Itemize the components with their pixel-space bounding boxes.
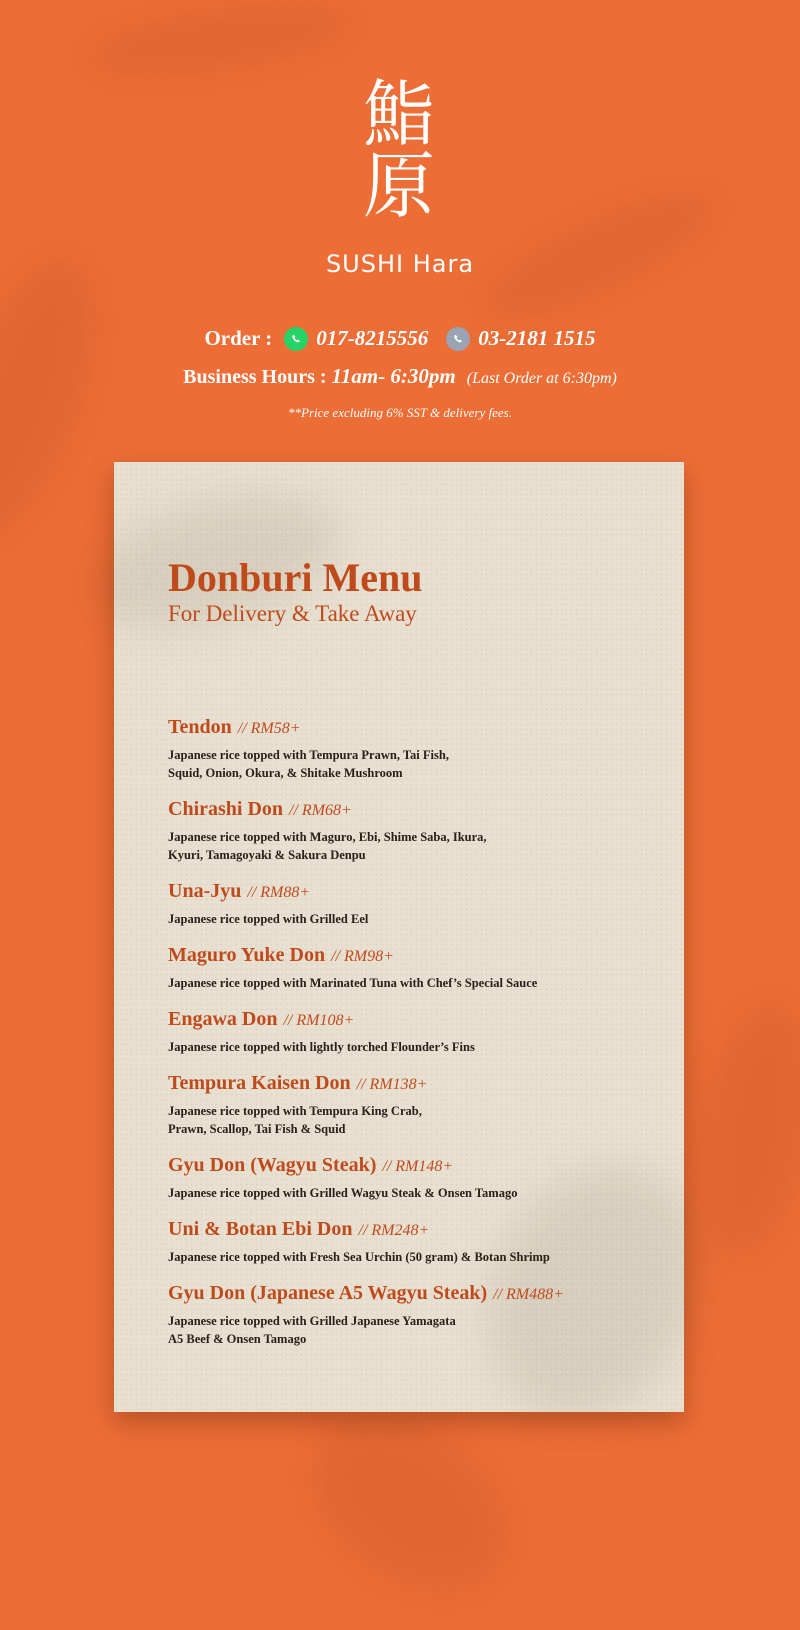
last-order-note: (Last Order at 6:30pm) xyxy=(466,370,617,387)
menu-item xyxy=(168,714,668,796)
logo-text: SUSHI Hara xyxy=(325,250,475,278)
menu-item xyxy=(168,1152,668,1216)
whatsapp-icon xyxy=(284,327,308,351)
menu-subtitle: For Delivery & Take Away xyxy=(168,601,417,626)
hours-value: 11am- 6:30pm xyxy=(331,364,456,388)
leaf-shadow xyxy=(678,992,800,1267)
item-name: Tendon xyxy=(168,716,232,738)
item-description: Japanese rice topped with Tempura Prawn, Tai Fish, Squid, Onion, Okura, & Shitake Mushroom xyxy=(168,748,449,780)
leaf-shadow xyxy=(277,1380,543,1629)
item-name: Uni & Botan Ebi Don xyxy=(168,1218,353,1240)
item-name: Engawa Don xyxy=(168,1008,278,1030)
item-price: // RM148+ xyxy=(382,1158,454,1175)
item-price: // RM108+ xyxy=(283,1012,355,1029)
item-price: // RM138+ xyxy=(356,1076,428,1093)
item-price: // RM98+ xyxy=(331,948,394,965)
item-name: Gyu Don (Japanese A5 Wagyu Steak) xyxy=(168,1282,488,1304)
item-name: Gyu Don (Wagyu Steak) xyxy=(168,1154,377,1176)
menu-items xyxy=(168,714,668,1362)
item-name: Una-Jyu xyxy=(168,880,242,902)
business-hours xyxy=(0,364,800,389)
item-name: Maguro Yuke Don xyxy=(168,944,326,966)
menu-item xyxy=(168,1280,668,1362)
menu-item xyxy=(168,878,668,942)
menu-title: Donburi Menu xyxy=(168,555,423,600)
logo-kanji-top: 鮨 xyxy=(362,72,437,156)
menu-item xyxy=(168,942,668,1006)
menu-item xyxy=(168,1070,668,1152)
item-description: Japanese rice topped with Grilled Eel xyxy=(168,912,369,926)
price-note: **Price excluding 6% SST & delivery fees. xyxy=(288,405,512,420)
item-price: // RM488+ xyxy=(493,1286,564,1303)
item-description: Japanese rice topped with Maguro, Ebi, Shime Saba, Ikura, Kyuri, Tamagoyaki & Sakura Denpu xyxy=(168,830,487,862)
logo-kanji-bottom: 原 xyxy=(362,144,437,228)
menu-item xyxy=(168,796,668,878)
item-price: // RM248+ xyxy=(358,1222,430,1239)
phone-number[interactable]: 03-2181 1515 xyxy=(478,326,596,350)
phone-icon xyxy=(446,327,470,351)
item-description: Japanese rice topped with Grilled Wagyu Steak & Onsen Tamago xyxy=(168,1186,518,1200)
order-line xyxy=(0,326,800,351)
logo-kanji xyxy=(0,72,800,228)
menu-item xyxy=(168,1006,668,1070)
order-label: Order : xyxy=(204,326,273,350)
item-description: Japanese rice topped with Tempura King Crab, Prawn, Scallop, Tai Fish & Squid xyxy=(168,1104,422,1136)
item-name: Chirashi Don xyxy=(168,798,284,820)
item-description: Japanese rice topped with Grilled Japanese Yamagata A5 Beef & Onsen Tamago xyxy=(168,1314,456,1346)
item-description: Japanese rice topped with Marinated Tuna with Chef’s Special Sauce xyxy=(168,976,538,990)
item-price: // RM68+ xyxy=(289,802,352,819)
header xyxy=(0,0,800,440)
menu-item xyxy=(168,1216,668,1280)
item-price: // RM58+ xyxy=(237,720,301,737)
menu-card xyxy=(114,462,684,1412)
item-name: Tempura Kaisen Don xyxy=(168,1072,351,1094)
hours-label: Business Hours : xyxy=(183,366,327,388)
item-description: Japanese rice topped with lightly torched Flounder’s Fins xyxy=(168,1040,475,1054)
whatsapp-number[interactable]: 017-8215556 xyxy=(316,326,429,350)
item-price: // RM88+ xyxy=(247,884,311,901)
item-description: Japanese rice topped with Fresh Sea Urchin (50 gram) & Botan Shrimp xyxy=(168,1250,550,1264)
